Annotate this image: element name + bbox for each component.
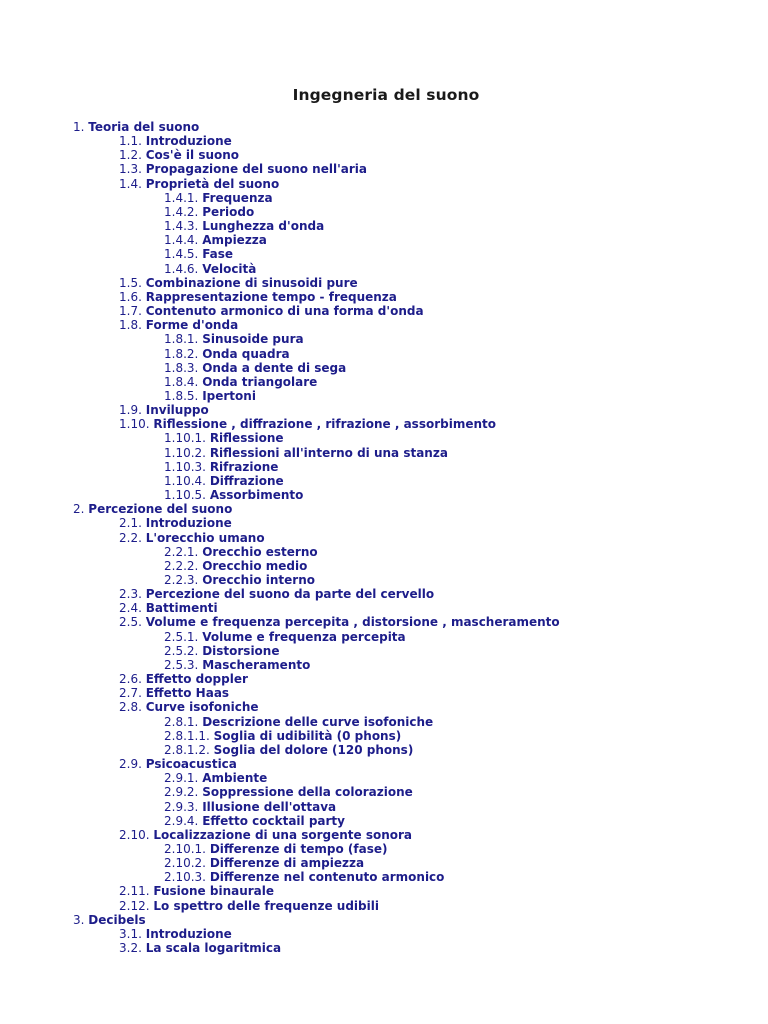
toc-entry-number: 1.6. <box>119 289 142 304</box>
toc-entry-link[interactable]: Introduzione <box>145 134 232 149</box>
toc-entry[interactable] <box>0 601 768 615</box>
toc-entry-number: 1.4.1. <box>164 190 199 205</box>
toc-entry-number: 2.3. <box>119 587 142 602</box>
toc-entry[interactable] <box>0 757 768 771</box>
toc-entry-link[interactable]: Orecchio esterno <box>202 544 318 559</box>
toc-entry-link[interactable]: Effetto doppler <box>145 672 248 687</box>
toc-entry-number: 1.10.3. <box>164 459 206 474</box>
toc-entry-number: 1.4.6. <box>164 261 199 276</box>
toc-entry-number: 1.10. <box>119 417 150 432</box>
toc-entry-link[interactable]: Assorbimento <box>209 488 304 503</box>
toc-entry[interactable] <box>0 870 768 884</box>
toc-entry-link[interactable]: Ambiente <box>202 771 268 786</box>
toc-entry[interactable] <box>0 417 768 431</box>
toc-entry-number: 1.4. <box>119 176 142 191</box>
toc-entry[interactable] <box>0 715 768 729</box>
toc-entry-number: 1.8.4. <box>164 374 199 389</box>
toc-entry-link[interactable]: Rifrazione <box>209 459 279 474</box>
toc-entry-link[interactable]: Soppressione della colorazione <box>202 785 413 800</box>
toc-entry-link[interactable]: Battimenti <box>145 601 218 616</box>
document-title: Ingegneria del suono <box>292 86 480 104</box>
toc-entry-number: 1.4.4. <box>164 233 199 248</box>
toc-entry-number: 2.9.2. <box>164 785 199 800</box>
toc-entry[interactable] <box>0 729 768 743</box>
toc-entry[interactable] <box>0 842 768 856</box>
toc-entry-link[interactable]: Riflessioni all'interno di una stanza <box>209 445 448 460</box>
toc-entry-link[interactable]: Soglia di udibilità (0 phons) <box>213 728 402 743</box>
toc-entry-link[interactable]: Volume e frequenza percepita <box>202 629 406 644</box>
toc-entry[interactable] <box>0 644 768 658</box>
toc-entry[interactable] <box>0 573 768 587</box>
toc-entry-number: 2.2. <box>119 530 142 545</box>
toc-entry[interactable] <box>0 177 768 191</box>
toc-entry[interactable] <box>0 941 768 955</box>
toc-entry-number: 1. <box>73 120 85 134</box>
toc-entry[interactable] <box>0 134 768 148</box>
toc-entry[interactable] <box>0 630 768 644</box>
toc-entry[interactable] <box>0 545 768 559</box>
toc-entry-number: 2.10.2. <box>164 856 206 871</box>
toc-entry-number: 2.9. <box>119 757 142 772</box>
toc-entry[interactable] <box>0 658 768 672</box>
toc-entry-number: 2.12. <box>119 898 150 913</box>
toc-entry[interactable] <box>0 587 768 601</box>
toc-entry-number: 2.10.3. <box>164 870 206 885</box>
toc-entry-link[interactable]: Propagazione del suono nell'aria <box>145 162 367 177</box>
toc-entry-link[interactable]: Differenze di tempo (fase) <box>209 841 388 856</box>
toc-entry-link[interactable]: Localizzazione di una sorgente sonora <box>153 827 413 842</box>
toc-entry-number: 3.1. <box>119 926 142 941</box>
toc-entry[interactable] <box>0 347 768 361</box>
toc-entry-link[interactable]: Combinazione di sinusoidi pure <box>145 275 358 290</box>
toc-entry[interactable] <box>0 332 768 346</box>
toc-entry-link[interactable]: Fusione binaurale <box>153 884 275 899</box>
toc-entry-link[interactable]: Curve isofoniche <box>145 700 259 715</box>
toc-entry-link[interactable]: La scala logaritmica <box>145 941 282 956</box>
toc-entry[interactable] <box>0 262 768 276</box>
toc-entry-number: 1.8.2. <box>164 346 199 361</box>
toc-entry-link[interactable]: Introduzione <box>145 516 232 531</box>
toc-entry[interactable] <box>0 361 768 375</box>
toc-entry-link[interactable]: Cos'è il suono <box>145 148 240 163</box>
toc-entry-link[interactable]: Proprietà del suono <box>145 176 280 191</box>
toc-entry-link[interactable]: Diffrazione <box>209 473 284 488</box>
toc-entry[interactable] <box>0 191 768 205</box>
toc-entry-number: 1.2. <box>119 148 142 163</box>
toc-entry-link[interactable]: Frequenza <box>202 190 273 205</box>
toc-entry[interactable] <box>0 389 768 403</box>
toc-entry[interactable] <box>0 686 768 700</box>
toc-entry-number: 2.6. <box>119 672 142 687</box>
toc-entry-number: 1.10.1. <box>164 431 206 446</box>
toc-entry[interactable] <box>0 828 768 842</box>
toc-entry-link[interactable]: Riflessione <box>209 431 284 446</box>
toc-entry-link[interactable]: Psicoacustica <box>145 757 237 772</box>
toc-entry-link[interactable]: Sinusoide pura <box>202 332 304 347</box>
toc-entry-number: 2.9.1. <box>164 771 199 786</box>
toc-entry-number: 2.5. <box>119 615 142 630</box>
toc-entry-number: 1.9. <box>119 403 142 418</box>
toc-entry-link[interactable]: Forme d'onda <box>145 318 239 333</box>
toc-entry[interactable] <box>0 927 768 941</box>
toc-entry-number: 1.10.5. <box>164 488 206 503</box>
toc-entry[interactable] <box>0 502 768 516</box>
toc-entry-link[interactable]: Orecchio interno <box>202 573 315 587</box>
toc-entry[interactable] <box>0 290 768 304</box>
toc-entry-link[interactable]: Periodo <box>202 204 255 219</box>
toc-entry[interactable] <box>0 431 768 445</box>
toc-entry-link[interactable]: Inviluppo <box>145 403 209 418</box>
toc-entry-link[interactable]: Rappresentazione tempo - frequenza <box>145 289 397 304</box>
toc-entry-number: 1.3. <box>119 162 142 177</box>
toc-entry[interactable] <box>0 120 768 134</box>
toc-entry-number: 2.9.3. <box>164 799 199 814</box>
toc-entry[interactable] <box>0 899 768 913</box>
toc-entry[interactable] <box>0 531 768 545</box>
toc-entry[interactable] <box>0 771 768 785</box>
toc-entry[interactable] <box>0 743 768 757</box>
toc-entry-number: 2.7. <box>119 686 142 701</box>
toc-entry[interactable] <box>0 814 768 828</box>
toc-entry-link[interactable]: Lunghezza d'onda <box>202 219 325 234</box>
toc-entry[interactable] <box>0 516 768 530</box>
toc-entry-link[interactable]: Introduzione <box>145 926 232 941</box>
toc-entry[interactable] <box>0 856 768 870</box>
toc-entry[interactable] <box>0 474 768 488</box>
toc-entry-number: 1.10.2. <box>164 445 206 460</box>
toc-entry-number: 1.8. <box>119 318 142 333</box>
toc-entry-number: 1.4.5. <box>164 247 199 262</box>
toc-entry-number: 2.4. <box>119 601 142 616</box>
toc-entry-link[interactable]: Ampiezza <box>202 233 267 248</box>
toc-entry[interactable] <box>0 800 768 814</box>
toc-entry-link[interactable]: Riflessione , diffrazione , rifrazione , assorbimento <box>153 417 496 432</box>
toc-entry-number: 2.11. <box>119 884 150 899</box>
toc-entry[interactable] <box>0 913 768 927</box>
toc-entry[interactable] <box>0 559 768 573</box>
toc-entry-number: 1.8.1. <box>164 332 199 347</box>
toc-entry-number: 2.5.1. <box>164 629 199 644</box>
toc-entry-number: 2.10. <box>119 827 150 842</box>
toc-entry-link[interactable]: Contenuto armonico di una forma d'onda <box>145 304 424 319</box>
toc-entry[interactable] <box>0 276 768 290</box>
toc-entry-link[interactable]: Percezione del suono <box>88 502 233 517</box>
toc-entry[interactable] <box>0 219 768 233</box>
toc-entry-number: 1.5. <box>119 275 142 290</box>
toc-entry-link[interactable]: Effetto Haas <box>145 686 230 701</box>
toc-entry-link[interactable]: Onda triangolare <box>202 374 318 389</box>
toc-entry-number: 2.2.2. <box>164 558 199 573</box>
toc-entry[interactable] <box>0 318 768 332</box>
toc-entry-number: 2. <box>73 502 85 517</box>
table-of-contents <box>0 120 768 955</box>
toc-entry-link[interactable]: Lo spettro delle frequenze udibili <box>153 898 379 913</box>
toc-entry[interactable] <box>0 615 768 629</box>
toc-entry-link[interactable]: Ipertoni <box>202 388 256 403</box>
toc-entry-link[interactable]: Differenze nel contenuto armonico <box>209 870 445 885</box>
toc-entry-number: 2.5.3. <box>164 657 199 672</box>
toc-entry-number: 1.7. <box>119 304 142 319</box>
toc-entry-number: 2.1. <box>119 516 142 531</box>
toc-entry-link[interactable]: Volume e frequenza percepita , distorsione , mascheramento <box>145 615 560 630</box>
toc-entry[interactable] <box>0 162 768 176</box>
toc-entry-number: 1.8.3. <box>164 360 199 375</box>
toc-entry-link[interactable]: Descrizione delle curve isofoniche <box>202 714 434 729</box>
toc-entry-number: 3.2. <box>119 941 142 956</box>
toc-entry[interactable] <box>0 700 768 714</box>
toc-entry-number: 2.10.1. <box>164 841 206 856</box>
toc-entry-link[interactable]: Decibels <box>88 912 146 927</box>
toc-entry-number: 2.8.1.1. <box>164 728 210 743</box>
toc-entry-number: 2.8. <box>119 700 142 715</box>
toc-entry[interactable] <box>0 884 768 898</box>
toc-entry-link[interactable]: Teoria del suono <box>88 120 200 134</box>
toc-entry-link[interactable]: Percezione del suono da parte del cervello <box>145 587 435 602</box>
toc-entry-link[interactable]: Fase <box>202 247 234 262</box>
toc-entry[interactable] <box>0 446 768 460</box>
toc-entry-number: 2.8.1. <box>164 714 199 729</box>
toc-entry-link[interactable]: Onda a dente di sega <box>202 360 347 375</box>
toc-entry-link[interactable]: L'orecchio umano <box>145 530 265 545</box>
toc-entry-number: 1.8.5. <box>164 388 199 403</box>
toc-entry[interactable] <box>0 375 768 389</box>
toc-entry[interactable] <box>0 488 768 502</box>
toc-entry[interactable] <box>0 460 768 474</box>
toc-entry-number: 1.4.3. <box>164 219 199 234</box>
toc-entry-link[interactable]: Illusione dell'ottava <box>202 799 337 814</box>
toc-entry[interactable] <box>0 205 768 219</box>
toc-entry-link[interactable]: Onda quadra <box>202 346 290 361</box>
toc-entry-number: 1.1. <box>119 134 142 149</box>
toc-entry[interactable] <box>0 304 768 318</box>
toc-entry-number: 2.8.1.2. <box>164 742 210 757</box>
toc-entry-number: 1.10.4. <box>164 473 206 488</box>
toc-entry-link[interactable]: Orecchio medio <box>202 558 308 573</box>
toc-entry[interactable] <box>0 148 768 162</box>
toc-entry-number: 1.4.2. <box>164 204 199 219</box>
toc-entry-number: 2.5.2. <box>164 643 199 658</box>
toc-entry-number: 3. <box>73 912 85 927</box>
toc-entry[interactable] <box>0 785 768 799</box>
toc-entry-link[interactable]: Effetto cocktail party <box>202 813 345 828</box>
toc-entry[interactable] <box>0 672 768 686</box>
toc-entry-link[interactable]: Distorsione <box>202 643 280 658</box>
toc-entry-link[interactable]: Mascheramento <box>202 657 311 672</box>
toc-entry-number: 2.2.3. <box>164 573 199 587</box>
toc-entry-number: 2.2.1. <box>164 544 199 559</box>
toc-entry[interactable] <box>0 233 768 247</box>
toc-entry-link[interactable]: Differenze di ampiezza <box>209 856 365 871</box>
toc-entry[interactable] <box>0 247 768 261</box>
toc-entry-link[interactable]: Velocità <box>202 261 257 276</box>
toc-entry-number: 2.9.4. <box>164 813 199 828</box>
toc-entry[interactable] <box>0 403 768 417</box>
toc-entry-link[interactable]: Soglia del dolore (120 phons) <box>213 742 414 757</box>
